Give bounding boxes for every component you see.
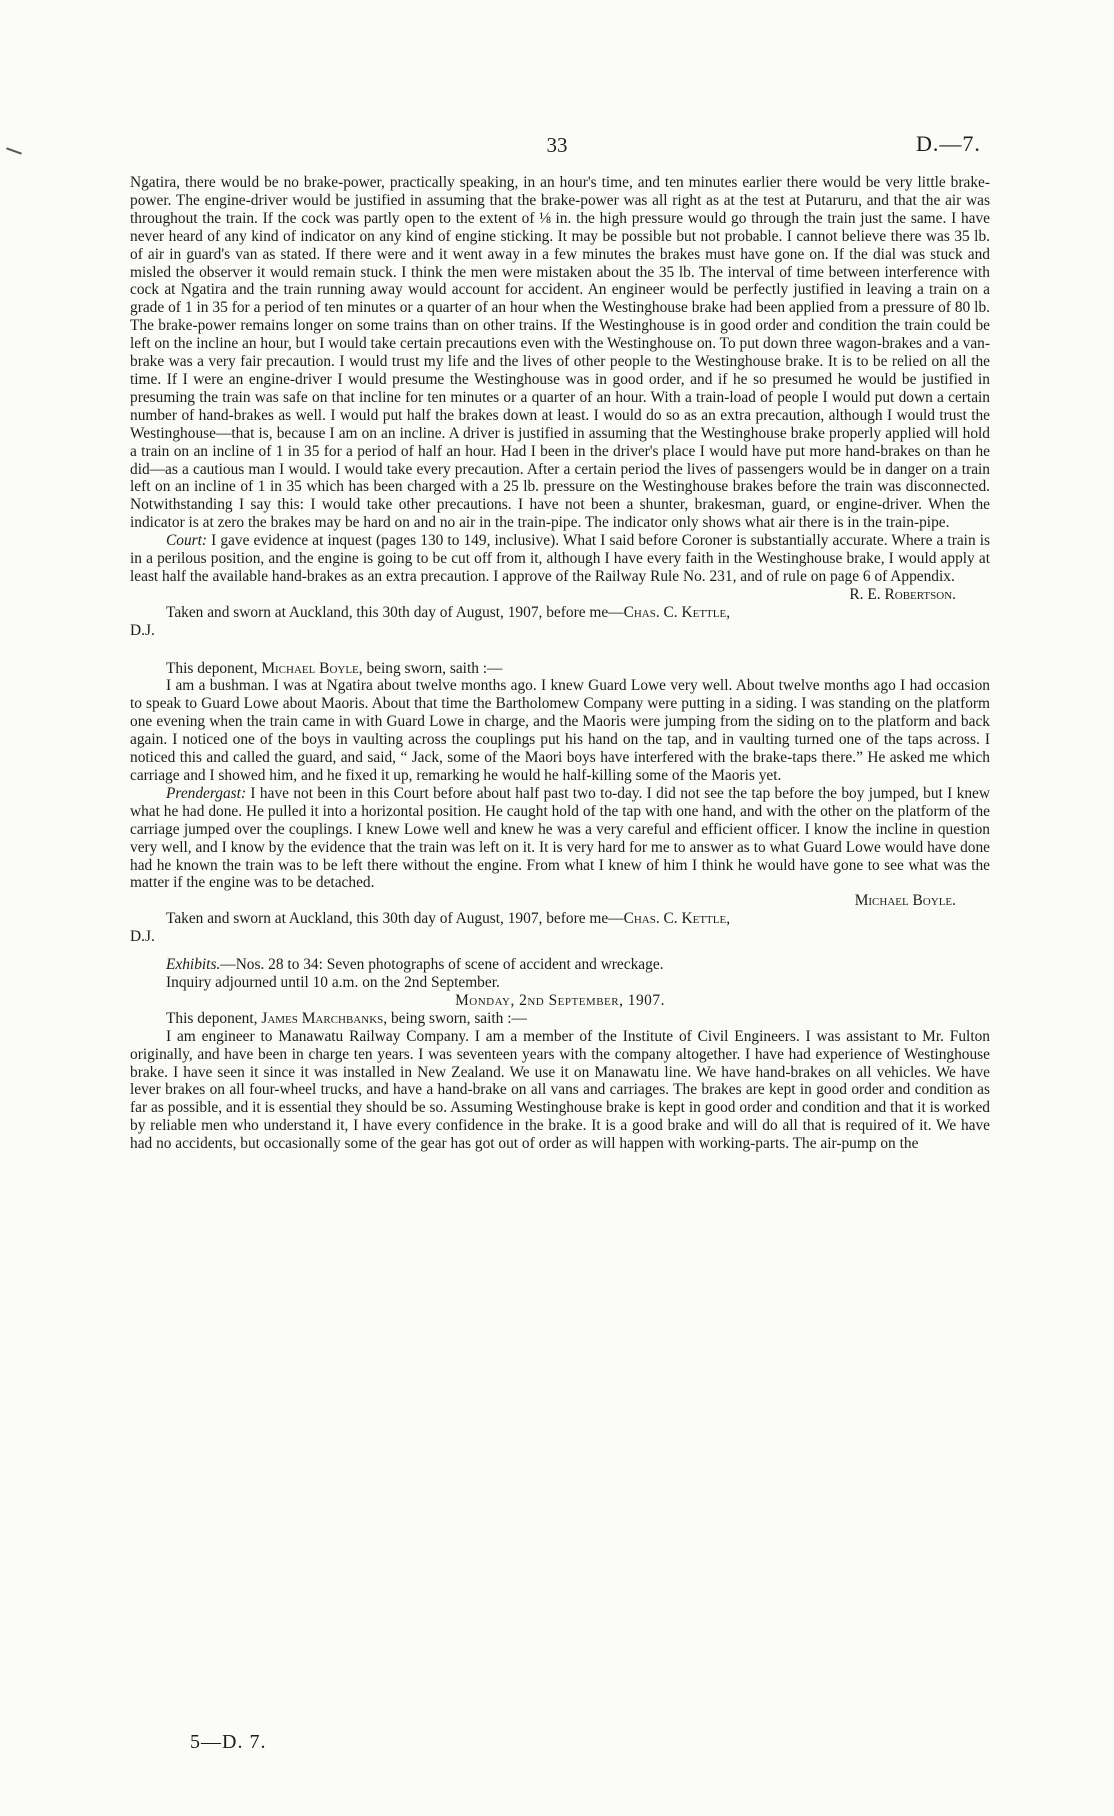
sworn-text-2: Taken and sworn at Auckland, this 30th day of August, 1907, before me— bbox=[166, 910, 624, 928]
document-body bbox=[130, 174, 990, 1153]
date-heading: Monday, 2nd September, 1907. bbox=[455, 991, 665, 1009]
exhibits-text: —Nos. 28 to 34: Seven photographs of scene of accident and wreckage. bbox=[220, 956, 664, 974]
sworn-statement-2 bbox=[130, 910, 990, 928]
paragraph-court-question bbox=[130, 532, 990, 586]
deponent-intro-boyle bbox=[130, 660, 990, 678]
sworn-statement-1 bbox=[130, 604, 990, 622]
deponent-name-marchbanks: James Marchbanks, bbox=[261, 1009, 388, 1027]
prendergast-label: Prendergast: bbox=[166, 784, 247, 802]
court-label: Court: bbox=[166, 532, 208, 550]
section-gap bbox=[130, 946, 990, 956]
deponent-intro-marchbanks bbox=[130, 1010, 990, 1028]
paragraph-robertson-evidence: Ngatira, there would be no brake-power, practically speaking, in an hour's time, and ten minutes earlier there would be very little brake-power. The engine-driver would be justified in assuming that the brake-power was all right as at the test at Putaruru, and that the air was throughout the train. If the cock was partly open to the extent of ⅛ in. the high pressure would go through the train just the same. I have never heard of any kind of indicator on any kind of engine sticking. It may be possible but not probable. I cannot believe there was 35 lb. of air in guard's van as stated. If there were and it went away in a few minutes the brakes must have gone on. If the dial was stuck and misled the observer it would remain stuck. I think the men were mistaken about the 35 lb. The interval of time between interference with cock at Ngatira and the train running away would account for accident. An engineer would be perfectly justified in leaving a train on a grade of 1 in 35 for a period of ten minutes or a quarter of an hour when the Westinghouse brake had been applied from a pressure of 80 lb. The brake-power remains longer on some trains than on other trains. If the Westinghouse is in good order and condition the train could be left on the incline an hour, but I would take certain precautions even with the Westinghouse on. To put down three wagon-brakes and a van-brake was a very fair precaution. I would trust my life and the lives of other people to the Westinghouse brake. It is to be relied on all the time. If I were an engine-driver I would presume the Westinghouse was in good order, and if he so presumed he would be justified in presuming the train was safe on that incline for ten minutes or a quarter of an hour. With a train-load of people I would put down a certain number of hand-brakes as well. I would put half the brakes down at least. I would do so as an extra precaution, although I would trust the Westinghouse—that is, because I am on an incline. A driver is justified in assuming that the Westinghouse brake properly applied will hold a train on an incline of 1 in 35 for a period of half an hour. Had I been in the driver's place I would have put more hand-brakes on than he did—as a cautious man I would. I would take every precaution. After a certain period the lives of passengers would be in danger on a train left on an incline of 1 in 35 which has been charged with a 25 lb. pressure on the Westinghouse brakes before the train was disconnected. Notwithstanding I say this: I would take other precautions. I have not been a shunter, brakesman, guard, or engine-driver. When the indicator is at zero the brakes may be hard on and no air in the train-pipe. The indicator only shows what air there is in the train-pipe. bbox=[130, 174, 990, 532]
magistrate-name-1: Chas. C. Kettle, bbox=[623, 603, 731, 621]
paragraph-prendergast-question bbox=[130, 785, 990, 892]
sworn-text-1: Taken and sworn at Auckland, this 30th day of August, 1907, before me— bbox=[166, 603, 624, 621]
deponent-pre: This deponent, bbox=[166, 659, 262, 677]
deponent-post: being sworn, saith :— bbox=[362, 659, 503, 677]
section-gap bbox=[130, 640, 990, 660]
signature-robertson: R. E. Robertson. bbox=[849, 585, 956, 603]
magistrate-title-2: D.J. bbox=[130, 928, 155, 946]
paragraph-boyle-evidence: I am a bushman. I was at Ngatira about twelve months ago. I knew Guard Lowe very well. About twelve months ago I had occasion to speak to Guard Lowe about Maoris. About that time the Bartholomew Company were putting in a siding. I was standing on the platform one evening when the train came in with Guard Lowe in charge, and the Maoris were jumping from the siding on to the platform and back again. I noticed one of the boys in vaulting across the couplings put his hand on the tap, and in vaulting turned one of the taps across. I noticed this and called the guard, and said, “ Jack, some of the Maori boys have interfered with the brake-taps there.” He asked me which carriage and I showed him, and he fixed it up, remarking he would he half-killing some of the Maoris yet. bbox=[130, 677, 990, 784]
deponent-name-boyle: Michael Boyle, bbox=[261, 659, 363, 677]
court-text: I gave evidence at inquest (pages 130 to 149, inclusive). What I said before Coroner is substantially accurate. Where a train is in a perilous position, and the engine is going to be cut off from it, although I have every faith in the Westinghouse brake, I would apply at least half the available hand-brakes as an extra precaution. I approve of the Railway Rule No. 231, and of rule on page 6 of Appendix. bbox=[130, 532, 990, 585]
printer-signature: 5—D. 7. bbox=[190, 1731, 267, 1753]
deponent-post: being sworn, saith :— bbox=[387, 1009, 527, 1027]
magistrate-title-1: D.J. bbox=[130, 621, 155, 639]
document-reference: D.—7. bbox=[916, 131, 981, 156]
prendergast-text: I have not been in this Court before about half past two to-day. I did not see the tap before the boy jumped, but I knew what he had done. He pulled it into a horizontal position. He caught hold of the tap with one hand, and with the other on the platform of the carriage jumped over the couplings. I knew Lowe well and knew he was a very careful and efficient officer. I know the incline in question very well, and I know by the evidence that the train was left on it. It is very hard for me to answer as to what Guard Lowe would have done had he known the train was to be left there without the engine. From what I knew of him I think he would have gone to see what was the matter if the engine was to be detached. bbox=[130, 784, 990, 892]
paragraph-marchbanks-evidence: I am engineer to Manawatu Railway Company. I am a member of the Institute of Civil Engineers. I was assistant to Mr. Fulton originally, and have been in charge ten years. I was seventeen years with the company altogether. I have had experience of Westinghouse brake. I have seen it since it was installed in New Zealand. We use it on Manawatu line. We have hand-brakes on all vehicles. We have lever brakes on all four-wheel trucks, and have a hand-brake on all vans and carriages. The brakes are kept in good order and condition as far as possible, and it is essential they should be so. Assuming Westinghouse brake is kept in good order and condition and that it is worked by reliable men who understand it, I have every confidence in the brake. It is a good brake and will do all that is required of it. We have had no accidents, but occasionally some of the gear has got out of order as will happen with working-parts. The air-pump on the bbox=[130, 1027, 990, 1153]
adjournment-line: Inquiry adjourned until 10 a.m. on the 2nd September. bbox=[166, 973, 500, 991]
exhibits-label: Exhibits. bbox=[166, 956, 221, 974]
magistrate-name-2: Chas. C. Kettle, bbox=[623, 910, 731, 928]
exhibits-line bbox=[130, 956, 990, 974]
signature-boyle: Michael Boyle. bbox=[854, 892, 956, 910]
page-number: 33 bbox=[546, 133, 568, 157]
deponent-pre: This deponent, bbox=[166, 1009, 262, 1027]
